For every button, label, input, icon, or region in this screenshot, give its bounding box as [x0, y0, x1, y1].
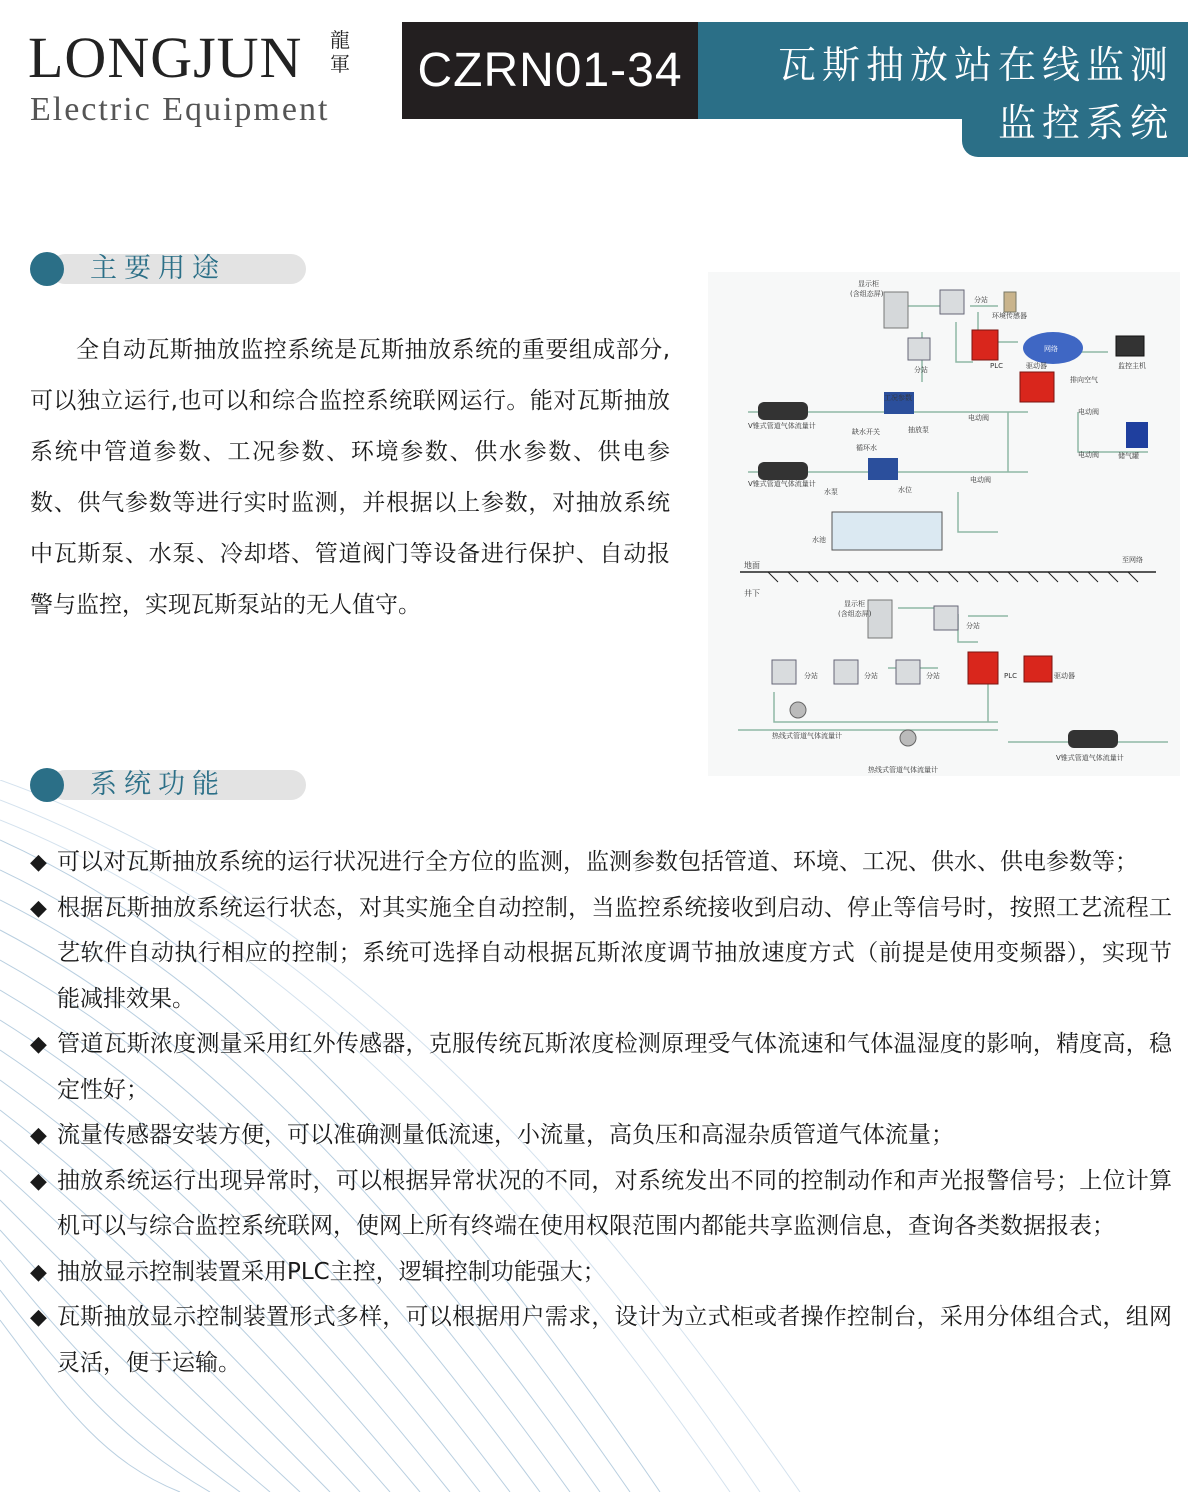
gas-tank-icon — [1126, 422, 1148, 448]
label-driver-2: 驱动器 — [1054, 672, 1075, 680]
brand-cn-mark: 龍軍 — [330, 28, 350, 76]
substation-icon — [940, 290, 964, 314]
driver-icon — [1020, 372, 1054, 402]
label-water-pump: 水泵 — [824, 488, 838, 496]
section-header-functions — [30, 768, 306, 802]
label-water-level: 水位 — [898, 486, 912, 494]
label-electric-valve-4: 电动阀 — [970, 476, 991, 484]
brand-name: LONGJUN — [28, 25, 303, 90]
water-pump-unit-icon — [868, 458, 898, 480]
label-underground: 井下 — [744, 589, 760, 598]
label-substation-4: 分站 — [804, 672, 818, 680]
display-cabinet-icon — [868, 600, 892, 638]
label-pool: 水池 — [812, 536, 826, 544]
label-thermal-meter-2: 热线式管道气体流量计 — [868, 766, 938, 774]
list-item: ◆ 流量传感器安装方便，可以准确测量低流速，小流量，高负压和高湿杂质管道气体流量； — [30, 1113, 1172, 1159]
env-sensor-icon — [1004, 292, 1016, 312]
label-extraction-pump: 抽放泵 — [908, 426, 929, 434]
label-display-cabinet: 显示柜 — [858, 280, 879, 288]
label-display-cabinet-sub: (含组态屏) — [850, 290, 884, 298]
label-v-cone-meter-3: V锥式管道气体流量计 — [1056, 754, 1124, 762]
v-cone-meter-icon — [1068, 730, 1118, 748]
brand-subtitle: Electric Equipment — [30, 91, 330, 128]
section-title: 系统功能 — [90, 769, 226, 800]
model-number: CZRN01-34 — [402, 22, 698, 119]
label-substation-3: 分站 — [966, 622, 980, 630]
label-display-cabinet-sub-2: (含组态屏) — [838, 610, 872, 618]
substation-icon — [772, 660, 796, 684]
usage-paragraph: 全自动瓦斯抽放监控系统是瓦斯抽放系统的重要组成部分,可以独立运行,也可以和综合监控系统联网运行。能对瓦斯抽放系统中管道参数、工况参数、环境参数、供水参数、供电参数、供气参数等进行实时监测，并根据以上参数，对抽放系统中瓦斯泵、水泵、冷却塔、管道阀门等设备进行保护、自动报警与监控，实现瓦斯泵站的无人值守。 — [30, 337, 670, 618]
label-v-cone-meter-1: V锥式管道气体流量计 — [748, 422, 816, 430]
function-list — [30, 840, 1172, 1386]
product-title-line2: 监控系统 — [997, 101, 1174, 145]
plc-icon — [972, 330, 998, 360]
brand-logo — [28, 22, 388, 132]
display-cabinet-icon — [884, 292, 908, 328]
list-item: ◆ 根据瓦斯抽放系统运行状态，对其实施全自动控制，当监控系统接收到启动、停止等信号时，按照工艺流程工艺软件自动执行相应的控制；系统可选择自动根据瓦斯浓度调节抽放速度方式（前提是使用变频器），实现节能减排效果。 — [30, 886, 1172, 1023]
substation-icon — [834, 660, 858, 684]
driver-icon — [1024, 656, 1052, 682]
label-vent-air: 排向空气 — [1070, 376, 1098, 384]
label-water-shortage-switch: 缺水开关 — [852, 428, 880, 436]
label-display-cabinet-2: 显示柜 — [844, 600, 865, 608]
list-item: ◆ 管道瓦斯浓度测量采用红外传感器，克服传统瓦斯浓度检测原理受气体流速和气体温湿度的影响，精度高，稳定性好； — [30, 1022, 1172, 1113]
section-title: 主要用途 — [90, 253, 226, 284]
label-electric-valve-2: 电动阀 — [1078, 451, 1099, 459]
list-item: ◆ 抽放系统运行出现异常时，可以根据异常状况的不同，对系统发出不同的控制动作和声光报警信号；上位计算机可以与综合监控系统联网，使网上所有终端在使用权限范围内都能共享监测信息，查询各类数据报表； — [30, 1159, 1172, 1250]
list-item: ◆ 抽放显示控制装置采用PLC主控，逻辑控制功能强大； — [30, 1250, 1172, 1296]
label-thermal-meter-1: 热线式管道气体流量计 — [772, 732, 842, 740]
water-pool-icon — [832, 512, 942, 550]
thermal-meter-icon — [790, 702, 806, 718]
system-diagram — [708, 272, 1180, 776]
substation-icon — [934, 606, 958, 630]
label-monitor-host: 监控主机 — [1118, 362, 1146, 370]
substation-icon — [908, 338, 930, 360]
label-working-params: 工况参数 — [884, 394, 912, 402]
v-cone-meter-icon — [758, 462, 808, 480]
label-substation-6: 分站 — [926, 672, 940, 680]
label-substation: 分站 — [974, 296, 988, 304]
label-ground: 地面 — [744, 561, 760, 570]
label-gas-tank: 储气罐 — [1118, 452, 1139, 460]
label-substation-5: 分站 — [864, 672, 878, 680]
v-cone-meter-icon — [758, 402, 808, 420]
label-plc: PLC — [990, 362, 1004, 370]
thermal-meter-icon — [900, 730, 916, 746]
section-bullet-icon — [30, 252, 64, 286]
list-item: ◆ 可以对瓦斯抽放系统的运行状况进行全方位的监测，监测参数包括管道、环境、工况、供水、供电参数等； — [30, 840, 1172, 886]
label-v-cone-meter-2: V锥式管道气体流量计 — [748, 480, 816, 488]
list-item: ◆ 瓦斯抽放显示控制装置形式多样，可以根据用户需求，设计为立式柜或者操作控制台，采用分体组合式，组网灵活，便于运输。 — [30, 1295, 1172, 1386]
label-circulating-water: 循环水 — [856, 444, 877, 452]
label-substation-2: 分站 — [914, 366, 928, 374]
label-env-sensor: 环境传感器 — [992, 312, 1027, 320]
section-bullet-icon — [30, 768, 64, 802]
label-plc-2: PLC — [1004, 672, 1018, 680]
plc-icon — [968, 652, 998, 684]
product-title-line1: 瓦斯抽放站在线监测 — [777, 43, 1174, 87]
label-to-network: 至网络 — [1122, 556, 1143, 564]
label-electric-valve-1: 电动阀 — [1078, 408, 1099, 416]
label-electric-valve-3: 电动阀 — [968, 414, 989, 422]
label-driver: 驱动器 — [1026, 362, 1047, 370]
substation-icon — [896, 660, 920, 684]
monitor-host-icon — [1116, 336, 1144, 356]
label-network: 网络 — [1044, 345, 1058, 353]
section-header-usage — [30, 252, 306, 286]
